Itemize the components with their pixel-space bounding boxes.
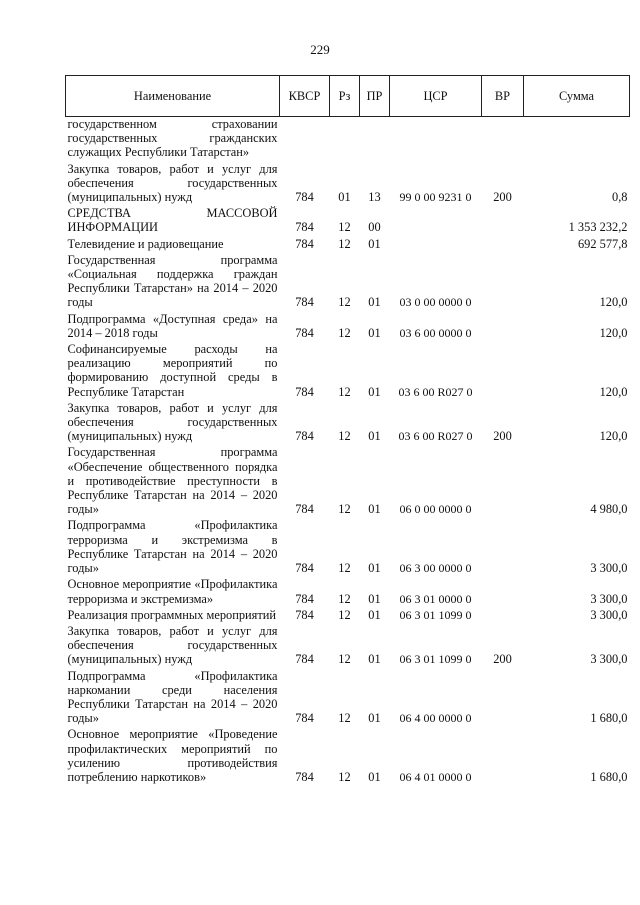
cell-vr <box>482 117 524 162</box>
cell-sum: 120,0 <box>599 295 628 310</box>
cell-csr: 06 0 00 0000 0 <box>399 502 472 517</box>
cell-rz: 12 <box>338 591 351 606</box>
cell-name: Закупка товаров, работ и услуг для обеспечения государственных (муниципальных) нужд <box>67 161 278 205</box>
cell-pr: 01 <box>368 561 381 576</box>
cell-vr <box>482 445 524 518</box>
cell-vr <box>482 727 524 786</box>
table-row <box>66 608 630 624</box>
cell-rz <box>330 117 360 162</box>
table-row <box>66 117 630 162</box>
cell-name: Подпрограмма «Доступная среда» на 2014 – 2018 годы <box>67 311 278 340</box>
cell-kvsr: 784 <box>295 591 314 606</box>
header-vr: ВР <box>482 76 524 117</box>
cell-kvsr: 784 <box>295 711 314 726</box>
cell-csr: 06 3 00 0000 0 <box>399 561 472 576</box>
cell-csr: 06 3 01 1099 0 <box>399 652 472 667</box>
cell-vr <box>482 577 524 607</box>
table-row <box>66 253 630 312</box>
cell-kvsr: 784 <box>295 295 314 310</box>
header-sum: Сумма <box>524 76 630 117</box>
cell-name: Закупка товаров, работ и услуг для обеспечения государственных (муниципальных) нужд <box>67 623 278 667</box>
cell-pr: 01 <box>368 711 381 726</box>
cell-csr: 06 4 00 0000 0 <box>399 711 472 726</box>
cell-sum: 1 680,0 <box>590 711 628 726</box>
header-kvsr: КВСР <box>280 76 330 117</box>
cell-rz: 12 <box>338 384 351 399</box>
header-csr: ЦСР <box>390 76 482 117</box>
cell-sum: 120,0 <box>599 384 628 399</box>
cell-csr: 03 6 00 R027 0 <box>398 384 473 399</box>
cell-sum: 1 680,0 <box>590 769 628 784</box>
cell-name: Софинансируемые расходы на реализацию мероприятий по формированию доступной среды в Республике Татарстан <box>67 342 278 399</box>
table-body <box>66 117 630 787</box>
cell-rz: 12 <box>338 561 351 576</box>
cell-csr <box>390 237 482 253</box>
table-row <box>66 624 630 669</box>
cell-kvsr: 784 <box>295 561 314 576</box>
cell-kvsr: 784 <box>295 384 314 399</box>
table-row <box>66 518 630 577</box>
cell-sum: 3 300,0 <box>590 591 628 606</box>
cell-pr: 01 <box>368 502 381 517</box>
cell-name: Основное мероприятие «Проведение профилактических мероприятий по усилению противодействия потреблению наркотиков» <box>67 727 278 784</box>
cell-vr <box>482 342 524 401</box>
cell-kvsr: 784 <box>295 502 314 517</box>
cell-sum: 3 300,0 <box>590 652 628 667</box>
cell-rz: 12 <box>338 652 351 667</box>
cell-name: Закупка товаров, работ и услуг для обеспечения государственных (муниципальных) нужд <box>67 400 278 444</box>
cell-vr <box>482 312 524 342</box>
header-name: Наименование <box>66 76 280 117</box>
cell-sum: 120,0 <box>599 325 628 340</box>
cell-csr: 03 6 00 0000 0 <box>399 325 472 340</box>
cell-name: Основное мероприятие «Профилактика терроризма и экстремизма» <box>67 577 278 606</box>
cell-name: Государственная программа «Обеспечение общественного порядка и противодействие преступности в Республике Татарстан на 2014 – 2020 годы» <box>67 445 278 517</box>
cell-vr: 200 <box>493 429 512 444</box>
cell-csr <box>390 117 482 162</box>
cell-csr <box>390 206 482 236</box>
cell-sum: 1 353 232,2 <box>568 220 628 235</box>
cell-pr: 01 <box>368 429 381 444</box>
page-number: 229 <box>310 42 330 57</box>
cell-pr: 01 <box>368 295 381 310</box>
cell-rz: 12 <box>338 711 351 726</box>
cell-sum: 120,0 <box>599 429 628 444</box>
cell-rz: 12 <box>338 236 351 251</box>
cell-csr: 99 0 00 9231 0 <box>399 190 472 205</box>
cell-name: государственном страховании государственных гражданских служащих Республики Татарстан» <box>67 117 278 160</box>
cell-kvsr: 784 <box>295 190 314 205</box>
cell-name: Подпрограмма «Профилактика наркомании среди населения Республики Татарстан на 2014 – 2020 годы» <box>67 668 278 726</box>
budget-table <box>65 75 630 786</box>
cell-csr: 06 3 01 1099 0 <box>399 607 472 622</box>
cell-kvsr: 784 <box>295 652 314 667</box>
cell-pr: 00 <box>368 220 381 235</box>
table-row <box>66 206 630 236</box>
cell-sum: 692 577,8 <box>577 236 628 251</box>
table-row <box>66 577 630 607</box>
cell-rz: 12 <box>338 769 351 784</box>
table-row <box>66 445 630 518</box>
cell-pr: 01 <box>368 769 381 784</box>
cell-vr <box>482 253 524 312</box>
cell-pr: 01 <box>368 384 381 399</box>
cell-csr: 03 6 00 R027 0 <box>398 429 473 444</box>
cell-sum: 4 980,0 <box>590 502 628 517</box>
cell-name: Подпрограмма «Профилактика терроризма и экстремизма в Республике Татарстан на 2014 – 2020 годы» <box>67 518 278 576</box>
cell-name: Государственная программа «Социальная поддержка граждан Республики Татарстан» на 2014 – 2020 годы <box>67 252 278 310</box>
table-row <box>66 162 630 207</box>
cell-rz: 12 <box>338 429 351 444</box>
cell-pr: 01 <box>368 325 381 340</box>
table-header <box>66 76 630 117</box>
cell-kvsr <box>280 117 330 162</box>
table-row <box>66 401 630 446</box>
cell-rz: 01 <box>338 190 351 205</box>
cell-csr: 06 4 01 0000 0 <box>399 769 472 784</box>
header-row <box>66 76 630 117</box>
cell-rz: 12 <box>338 295 351 310</box>
cell-rz: 12 <box>338 325 351 340</box>
cell-name: СРЕДСТВА МАССОВОЙ ИНФОРМАЦИИ <box>67 206 278 235</box>
table-row <box>66 727 630 786</box>
cell-vr: 200 <box>493 190 512 205</box>
cell-sum <box>524 117 630 162</box>
table-row <box>66 342 630 401</box>
cell-kvsr: 784 <box>295 220 314 235</box>
cell-name: Реализация программных мероприятий <box>67 607 277 622</box>
cell-rz: 12 <box>338 607 351 622</box>
cell-sum: 3 300,0 <box>590 607 628 622</box>
cell-sum: 0,8 <box>612 190 628 205</box>
header-rz: Рз <box>330 76 360 117</box>
header-pr: ПР <box>360 76 390 117</box>
cell-kvsr: 784 <box>295 769 314 784</box>
cell-pr: 01 <box>368 236 381 251</box>
cell-pr: 13 <box>368 190 381 205</box>
cell-vr <box>482 518 524 577</box>
cell-pr: 01 <box>368 652 381 667</box>
cell-kvsr: 784 <box>295 429 314 444</box>
cell-vr <box>482 669 524 728</box>
table-row <box>66 237 630 253</box>
cell-kvsr: 784 <box>295 325 314 340</box>
cell-kvsr: 784 <box>295 607 314 622</box>
cell-vr <box>482 608 524 624</box>
cell-vr <box>482 206 524 236</box>
cell-sum: 3 300,0 <box>590 561 628 576</box>
table-row <box>66 312 630 342</box>
cell-rz: 12 <box>338 502 351 517</box>
cell-csr: 06 3 01 0000 0 <box>399 591 472 606</box>
cell-pr <box>360 117 390 162</box>
cell-rz: 12 <box>338 220 351 235</box>
cell-pr: 01 <box>368 607 381 622</box>
cell-csr: 03 0 00 0000 0 <box>399 295 472 310</box>
table-row <box>66 669 630 728</box>
cell-kvsr: 784 <box>295 236 314 251</box>
cell-vr: 200 <box>493 652 512 667</box>
cell-vr <box>482 237 524 253</box>
cell-pr: 01 <box>368 591 381 606</box>
cell-name: Телевидение и радиовещание <box>67 236 224 251</box>
